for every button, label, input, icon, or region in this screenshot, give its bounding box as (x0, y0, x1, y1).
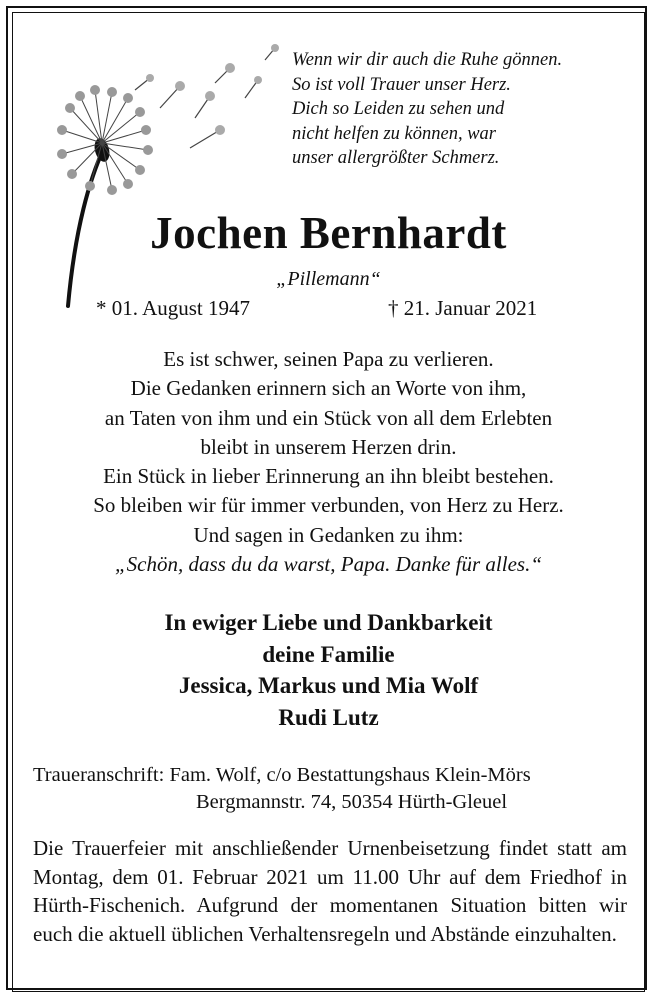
poem-line: Wenn wir dir auch die Ruhe gönnen. (292, 50, 563, 70)
nickname: „Pillemann“ (276, 268, 381, 290)
poem-line: Ein Stück in lieber Erinnerung an ihn bleibt bestehen. (103, 464, 554, 489)
signature-line: deine Familie (262, 641, 395, 667)
mourning-address-street: Bergmannstr. 74, 50354 Hürth-Gleuel (196, 791, 508, 813)
poem-line: an Taten von ihm und ein Stück von all dem Erlebten (104, 405, 553, 430)
poem-main (0, 345, 657, 579)
death-date: † 21. Januar 2021 (388, 296, 538, 320)
poem-line: nicht helfen zu können, war (292, 123, 496, 144)
signature-line: Jessica, Markus und Mia Wolf (178, 673, 479, 698)
family-signature (0, 607, 657, 733)
funeral-notice: Die Trauerfeier mit anschließender Urnenbeisetzung findet statt am Montag, dem 01. Februar 2021 um 11.00 Uhr auf dem Friedhof in Hürth-Fischenich. Aufgrund der momentanen Situation bitten wir euch die aktuell üblichen Verhaltensregeln und Abstände einzuhalten. (33, 836, 627, 946)
poem-quote: „Schön, dass du da warst, Papa. Danke für alles.“ (114, 552, 542, 577)
poem-line: bleibt in unserem Herzen drin. (200, 434, 457, 459)
poem-line: Die Gedanken erinnern sich an Worte von ihm, (130, 376, 527, 401)
poem-line: So ist voll Trauer unser Herz. (292, 74, 511, 95)
poem-line: Dich so Leiden zu sehen und (292, 99, 505, 119)
mourning-address: Traueranschrift: Fam. Wolf, c/o Bestattungshaus Klein-Mörs (33, 764, 531, 786)
deceased-name: Jochen Bernhardt (150, 208, 507, 258)
birth-date: * 01. August 1947 (96, 296, 251, 320)
poem-line: unser allergrößter Schmerz. (292, 148, 500, 168)
poem-line: Es ist schwer, seinen Papa zu verlieren. (163, 347, 494, 371)
signature-line: In ewiger Liebe und Dankbarkeit (164, 610, 493, 635)
poem-line: Und sagen in Gedanken zu ihm: (193, 522, 464, 547)
poem-top (292, 48, 632, 171)
poem-line: So bleiben wir für immer verbunden, von Herz zu Herz. (93, 493, 564, 518)
signature-line: Rudi Lutz (278, 704, 379, 730)
